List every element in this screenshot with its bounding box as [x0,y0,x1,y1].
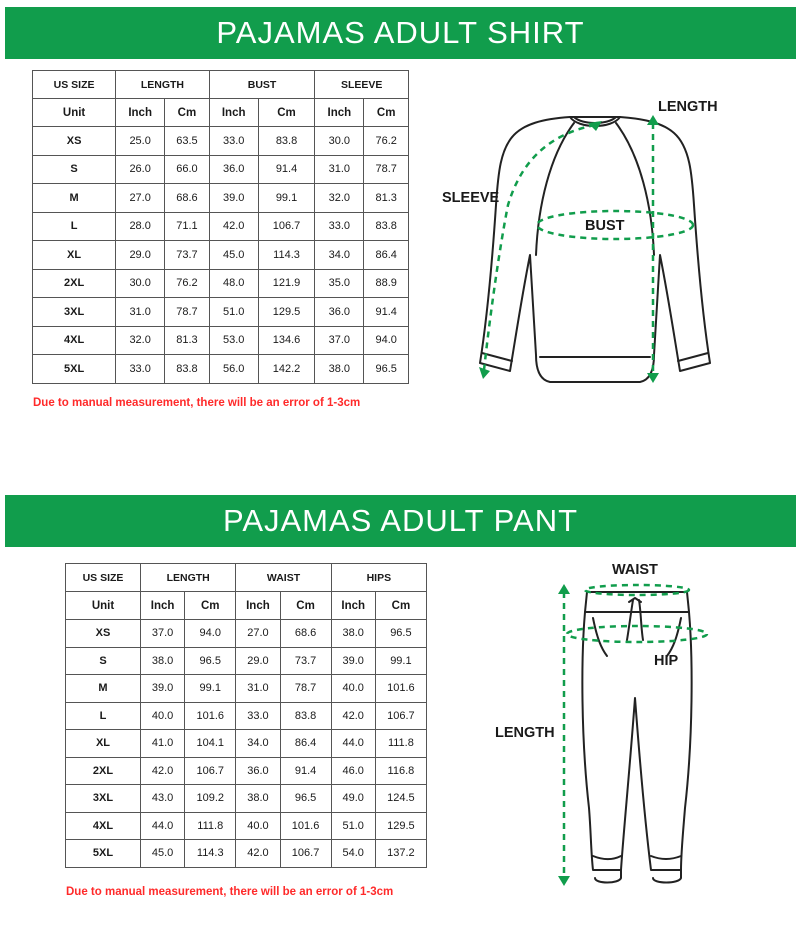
value-cell: 32.0 [116,326,165,355]
value-cell: 31.0 [236,675,280,703]
value-cell: 81.3 [364,184,409,213]
pant-waistband [585,592,689,612]
value-cell: 31.0 [116,298,165,327]
unit-header: Unit [33,99,116,127]
value-cell: 44.0 [331,730,375,758]
value-cell: 34.0 [315,241,364,270]
value-cell: 99.1 [258,184,315,213]
value-cell: 42.0 [236,840,280,868]
bust-header: BUST [209,71,315,99]
table-row [33,326,409,355]
unit-cell: Cm [185,592,236,620]
value-cell: 129.5 [375,812,426,840]
value-cell: 91.4 [280,757,331,785]
value-cell: 104.1 [185,730,236,758]
value-cell: 29.0 [236,647,280,675]
value-cell: 38.0 [331,620,375,648]
value-cell: 38.0 [315,355,364,384]
value-cell: 39.0 [209,184,258,213]
value-cell: 109.2 [185,785,236,813]
unit-cell: Inch [141,592,185,620]
size-cell: 3XL [66,785,141,813]
size-cell: 4XL [33,326,116,355]
value-cell: 86.4 [280,730,331,758]
value-cell: 68.6 [280,620,331,648]
size-cell: 4XL [66,812,141,840]
shirt-outline [480,117,710,382]
size-cell: L [66,702,141,730]
pant-title-banner [5,495,796,547]
unit-cell: Cm [258,99,315,127]
size-cell: XS [66,620,141,648]
value-cell: 91.4 [364,298,409,327]
value-cell: 39.0 [331,647,375,675]
value-cell: 78.7 [280,675,331,703]
value-cell: 73.7 [280,647,331,675]
value-cell: 40.0 [141,702,185,730]
length-header: LENGTH [141,564,236,592]
value-cell: 137.2 [375,840,426,868]
unit-cell: Inch [209,99,258,127]
value-cell: 28.0 [116,212,165,241]
shirt-sleeve-label: SLEEVE [442,190,500,206]
value-cell: 101.6 [375,675,426,703]
waist-header: WAIST [236,564,331,592]
shirt-measurement-note: Due to manual measurement, there will be an error of 1-3cm [33,397,361,409]
value-cell: 36.0 [209,155,258,184]
value-cell: 25.0 [116,127,165,156]
table-row [33,241,409,270]
value-cell: 106.7 [280,840,331,868]
value-cell: 44.0 [141,812,185,840]
value-cell: 129.5 [258,298,315,327]
length-header: LENGTH [116,71,210,99]
value-cell: 124.5 [375,785,426,813]
value-cell: 94.0 [364,326,409,355]
shirt-header-row [33,71,409,99]
table-row [66,620,427,648]
pant-length-arrow-bottom [558,876,570,886]
table-row [66,675,427,703]
size-cell: 5XL [66,840,141,868]
pant-title: PAJAMAS ADULT PANT [222,503,579,538]
value-cell: 43.0 [141,785,185,813]
value-cell: 26.0 [116,155,165,184]
value-cell: 99.1 [185,675,236,703]
unit-cell: Cm [280,592,331,620]
unit-cell: Cm [364,99,409,127]
pant-length-arrow-top [558,584,570,594]
unit-cell: Inch [116,99,165,127]
size-cell: XL [33,241,116,270]
value-cell: 142.2 [258,355,315,384]
value-cell: 46.0 [331,757,375,785]
shirt-bust-label: BUST [585,218,625,234]
value-cell: 35.0 [315,269,364,298]
us-size-header: US SIZE [33,71,116,99]
table-row [66,647,427,675]
table-row [33,127,409,156]
value-cell: 42.0 [209,212,258,241]
unit-cell: Inch [315,99,364,127]
value-cell: 73.7 [165,241,210,270]
value-cell: 78.7 [165,298,210,327]
value-cell: 99.1 [375,647,426,675]
value-cell: 40.0 [236,812,280,840]
value-cell: 30.0 [116,269,165,298]
sleeve-header: SLEEVE [315,71,409,99]
value-cell: 36.0 [236,757,280,785]
value-cell: 83.8 [280,702,331,730]
table-row [66,757,427,785]
value-cell: 48.0 [209,269,258,298]
pant-outline [582,612,691,870]
value-cell: 33.0 [315,212,364,241]
value-cell: 38.0 [141,647,185,675]
shirt-length-label: LENGTH [658,99,718,115]
value-cell: 86.4 [364,241,409,270]
value-cell: 42.0 [141,757,185,785]
table-row [66,812,427,840]
size-cell: XL [66,730,141,758]
value-cell: 40.0 [331,675,375,703]
unit-cell: Cm [375,592,426,620]
value-cell: 33.0 [236,702,280,730]
value-cell: 53.0 [209,326,258,355]
pant-unit-row [66,592,427,620]
pant-length-label: LENGTH [495,725,555,741]
value-cell: 106.7 [258,212,315,241]
pant-waist-ellipse [585,585,689,595]
shirt-unit-row [33,99,409,127]
value-cell: 37.0 [315,326,364,355]
value-cell: 27.0 [236,620,280,648]
value-cell: 29.0 [116,241,165,270]
pant-measurement-note: Due to manual measurement, there will be an error of 1-3cm [66,886,394,898]
value-cell: 83.8 [258,127,315,156]
length-arrow-top [647,115,659,125]
value-cell: 63.5 [165,127,210,156]
value-cell: 78.7 [364,155,409,184]
hips-header: HIPS [331,564,426,592]
table-row [33,298,409,327]
value-cell: 88.9 [364,269,409,298]
value-cell: 31.0 [315,155,364,184]
size-cell: 3XL [33,298,116,327]
value-cell: 27.0 [116,184,165,213]
size-cell: L [33,212,116,241]
value-cell: 56.0 [209,355,258,384]
value-cell: 101.6 [185,702,236,730]
value-cell: 96.5 [375,620,426,648]
table-row [33,212,409,241]
value-cell: 96.5 [280,785,331,813]
value-cell: 106.7 [375,702,426,730]
pant-illustration [545,578,725,893]
value-cell: 41.0 [141,730,185,758]
shirt-title: PAJAMAS ADULT SHIRT [216,15,585,50]
value-cell: 96.5 [185,647,236,675]
unit-header: Unit [66,592,141,620]
value-cell: 45.0 [209,241,258,270]
pant-table-body [66,620,427,868]
value-cell: 94.0 [185,620,236,648]
pant-header-row [66,564,427,592]
us-size-header: US SIZE [66,564,141,592]
value-cell: 91.4 [258,155,315,184]
value-cell: 54.0 [331,840,375,868]
table-row [33,184,409,213]
shirt-title-banner [5,7,796,59]
size-cell: S [33,155,116,184]
size-cell: M [33,184,116,213]
value-cell: 121.9 [258,269,315,298]
unit-cell: Cm [165,99,210,127]
pant-size-table [65,563,427,868]
value-cell: 71.1 [165,212,210,241]
value-cell: 111.8 [375,730,426,758]
shirt-size-table [32,70,409,384]
pant-hip-label: HIP [654,653,679,669]
value-cell: 134.6 [258,326,315,355]
value-cell: 106.7 [185,757,236,785]
value-cell: 49.0 [331,785,375,813]
value-cell: 83.8 [165,355,210,384]
table-row [66,730,427,758]
size-cell: M [66,675,141,703]
table-row [66,702,427,730]
value-cell: 111.8 [185,812,236,840]
size-cell: 2XL [33,269,116,298]
value-cell: 114.3 [185,840,236,868]
value-cell: 76.2 [364,127,409,156]
value-cell: 37.0 [141,620,185,648]
pant-waist-label: WAIST [612,562,658,578]
table-row [33,269,409,298]
unit-cell: Inch [331,592,375,620]
table-row [33,155,409,184]
value-cell: 36.0 [315,298,364,327]
value-cell: 38.0 [236,785,280,813]
value-cell: 116.8 [375,757,426,785]
value-cell: 32.0 [315,184,364,213]
shirt-table-body [33,127,409,384]
table-row [66,840,427,868]
value-cell: 51.0 [209,298,258,327]
size-cell: XS [33,127,116,156]
pant-hip-ellipse [567,626,707,642]
value-cell: 68.6 [165,184,210,213]
value-cell: 96.5 [364,355,409,384]
size-cell: 2XL [66,757,141,785]
value-cell: 33.0 [116,355,165,384]
value-cell: 51.0 [331,812,375,840]
value-cell: 83.8 [364,212,409,241]
shirt-illustration [470,95,750,390]
value-cell: 66.0 [165,155,210,184]
value-cell: 33.0 [209,127,258,156]
value-cell: 114.3 [258,241,315,270]
value-cell: 81.3 [165,326,210,355]
table-row [66,785,427,813]
size-cell: S [66,647,141,675]
table-row [33,355,409,384]
value-cell: 34.0 [236,730,280,758]
size-cell: 5XL [33,355,116,384]
value-cell: 45.0 [141,840,185,868]
value-cell: 76.2 [165,269,210,298]
unit-cell: Inch [236,592,280,620]
value-cell: 42.0 [331,702,375,730]
value-cell: 39.0 [141,675,185,703]
value-cell: 30.0 [315,127,364,156]
value-cell: 101.6 [280,812,331,840]
